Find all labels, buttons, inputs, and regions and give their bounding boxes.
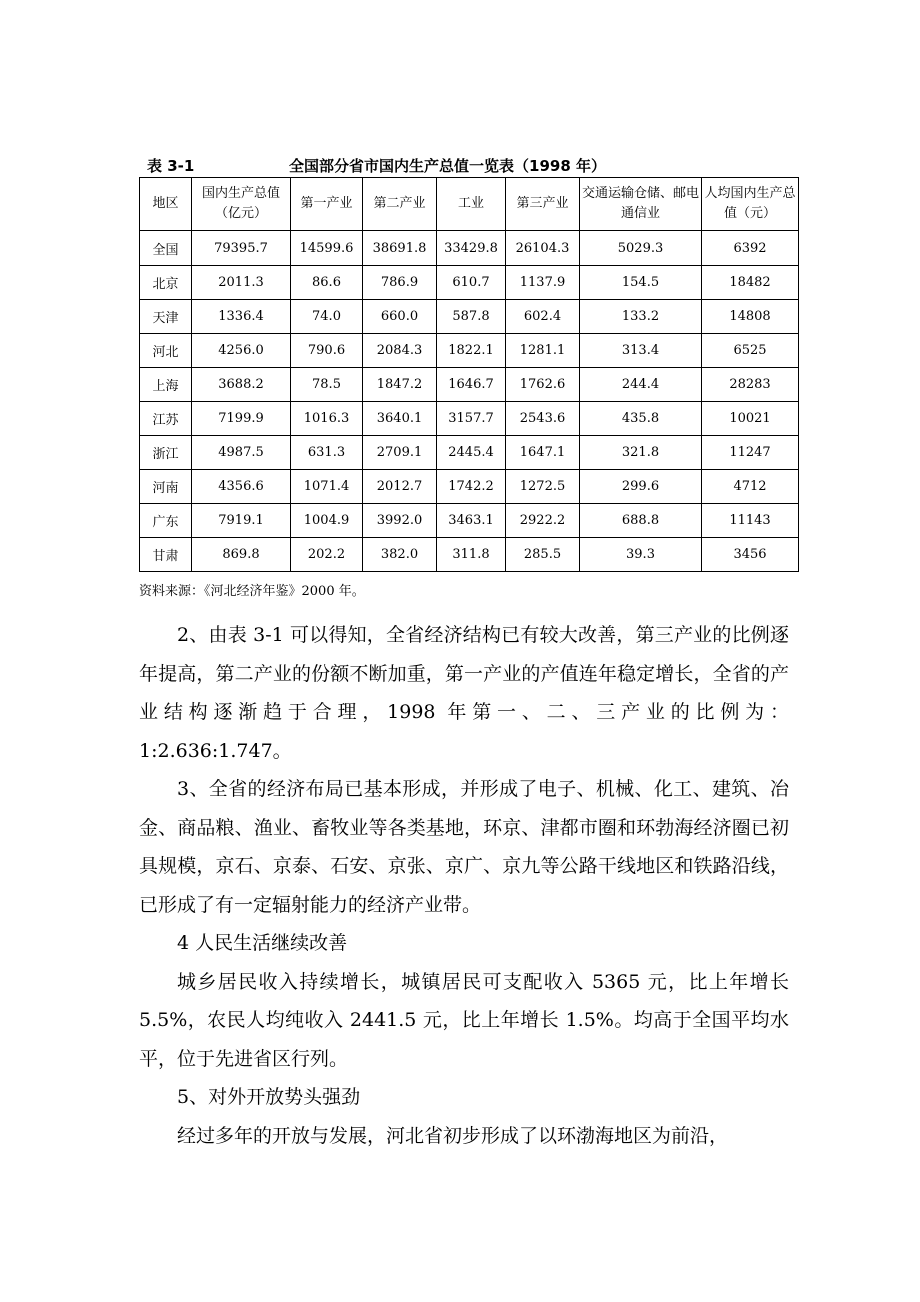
value-cell: 78.5 [291,368,363,402]
value-cell: 299.6 [580,470,702,504]
table-row [140,504,799,538]
value-cell: 1016.3 [291,402,363,436]
value-cell: 1847.2 [363,368,437,402]
value-cell: 2084.3 [363,334,437,368]
value-cell: 39.3 [580,538,702,572]
value-cell: 154.5 [580,266,702,300]
value-cell: 10021 [702,402,799,436]
value-cell: 2012.7 [363,470,437,504]
value-cell: 602.4 [506,300,580,334]
value-cell: 1822.1 [437,334,506,368]
value-cell: 1281.1 [506,334,580,368]
value-cell: 688.8 [580,504,702,538]
value-cell: 14599.6 [291,231,363,266]
value-cell: 1071.4 [291,470,363,504]
column-header: 地区 [140,178,192,231]
gdp-table [139,177,799,572]
column-header: 第一产业 [291,178,363,231]
value-cell: 11247 [702,436,799,470]
region-cell: 上海 [140,368,192,402]
value-cell: 869.8 [192,538,291,572]
table-header-row [140,178,799,231]
value-cell: 3157.7 [437,402,506,436]
value-cell: 610.7 [437,266,506,300]
section-heading: 4 人民生活继续改善 [177,932,348,954]
value-cell: 133.2 [580,300,702,334]
value-cell: 38691.8 [363,231,437,266]
column-header: 工业 [437,178,506,231]
table-row [140,266,799,300]
value-cell: 790.6 [291,334,363,368]
table-row [140,538,799,572]
table-number: 表 3-1 [147,157,195,175]
value-cell: 1742.2 [437,470,506,504]
value-cell: 6392 [702,231,799,266]
value-cell: 1647.1 [506,436,580,470]
value-cell: 4712 [702,470,799,504]
value-cell: 3688.2 [192,368,291,402]
value-cell: 2011.3 [192,266,291,300]
column-header: 人均国内生产总值（元） [702,178,799,231]
value-cell: 313.4 [580,334,702,368]
value-cell: 587.8 [437,300,506,334]
table-row [140,231,799,266]
table-row [140,436,799,470]
region-cell: 浙江 [140,436,192,470]
value-cell: 4987.5 [192,436,291,470]
table-title: 全国部分省市国内生产总值一览表（1998 年） [289,157,606,175]
value-cell: 3640.1 [363,402,437,436]
column-header: 第二产业 [363,178,437,231]
table-row [140,402,799,436]
value-cell: 1646.7 [437,368,506,402]
region-cell: 河北 [140,334,192,368]
section-heading: 5、对外开放势头强劲 [177,1086,361,1108]
region-cell: 江苏 [140,402,192,436]
paragraph: 2、由表 3-1 可以得知，全省经济结构已有较大改善，第三产业的比例逐年提高，第二产业的份额不断加重，第一产业的产值连年稳定增长，全省的产业结构逐渐趋于合理，1998 年第一、二、三产业的比例为：1:2.636:1.747。 [139,624,789,762]
body-text [139,616,789,1155]
table-body [140,231,799,572]
value-cell: 3992.0 [363,504,437,538]
value-cell: 4256.0 [192,334,291,368]
column-header: 第三产业 [506,178,580,231]
table-row [140,334,799,368]
region-cell: 甘肃 [140,538,192,572]
value-cell: 202.2 [291,538,363,572]
value-cell: 311.8 [437,538,506,572]
value-cell: 79395.7 [192,231,291,266]
value-cell: 3463.1 [437,504,506,538]
value-cell: 382.0 [363,538,437,572]
value-cell: 1137.9 [506,266,580,300]
value-cell: 5029.3 [580,231,702,266]
value-cell: 285.5 [506,538,580,572]
value-cell: 2922.2 [506,504,580,538]
value-cell: 3456 [702,538,799,572]
value-cell: 786.9 [363,266,437,300]
value-cell: 7919.1 [192,504,291,538]
value-cell: 7199.9 [192,402,291,436]
value-cell: 14808 [702,300,799,334]
region-cell: 全国 [140,231,192,266]
region-cell: 北京 [140,266,192,300]
value-cell: 18482 [702,266,799,300]
column-header: 国内生产总值（亿元） [192,178,291,231]
value-cell: 321.8 [580,436,702,470]
value-cell: 33429.8 [437,231,506,266]
value-cell: 1272.5 [506,470,580,504]
value-cell: 1336.4 [192,300,291,334]
value-cell: 28283 [702,368,799,402]
value-cell: 11143 [702,504,799,538]
value-cell: 26104.3 [506,231,580,266]
value-cell: 6525 [702,334,799,368]
value-cell: 2445.4 [437,436,506,470]
table-row [140,368,799,402]
value-cell: 244.4 [580,368,702,402]
value-cell: 660.0 [363,300,437,334]
value-cell: 2543.6 [506,402,580,436]
value-cell: 74.0 [291,300,363,334]
table-row [140,470,799,504]
region-cell: 河南 [140,470,192,504]
source-note: 资料来源：《河北经济年鉴》2000 年。 [139,584,365,599]
value-cell: 86.6 [291,266,363,300]
value-cell: 435.8 [580,402,702,436]
table-caption [139,152,799,176]
table-row [140,300,799,334]
value-cell: 1004.9 [291,504,363,538]
value-cell: 2709.1 [363,436,437,470]
paragraph: 3、全省的经济布局已基本形成，并形成了电子、机械、化工、建筑、冶金、商品粮、渔业、畜牧业等各类基地，环京、津都市圈和环勃海经济圈已初具规模，京石、京泰、石安、京张、京广、京九等公路干线地区和铁路沿线，已形成了有一定辐射能力的经济产业带。 [139,778,789,916]
region-cell: 广东 [140,504,192,538]
column-header: 交通运输仓储、邮电通信业 [580,178,702,231]
paragraph: 经过多年的开放与发展，河北省初步形成了以环渤海地区为前沿， [177,1124,729,1147]
paragraph: 城乡居民收入持续增长，城镇居民可支配收入 5365 元，比上年增长 5.5%，农民人均纯收入 2441.5 元，比上年增长 1.5%。均高于全国平均水平，位于先进省区行列。 [139,970,789,1070]
region-cell: 天津 [140,300,192,334]
value-cell: 631.3 [291,436,363,470]
value-cell: 4356.6 [192,470,291,504]
value-cell: 1762.6 [506,368,580,402]
